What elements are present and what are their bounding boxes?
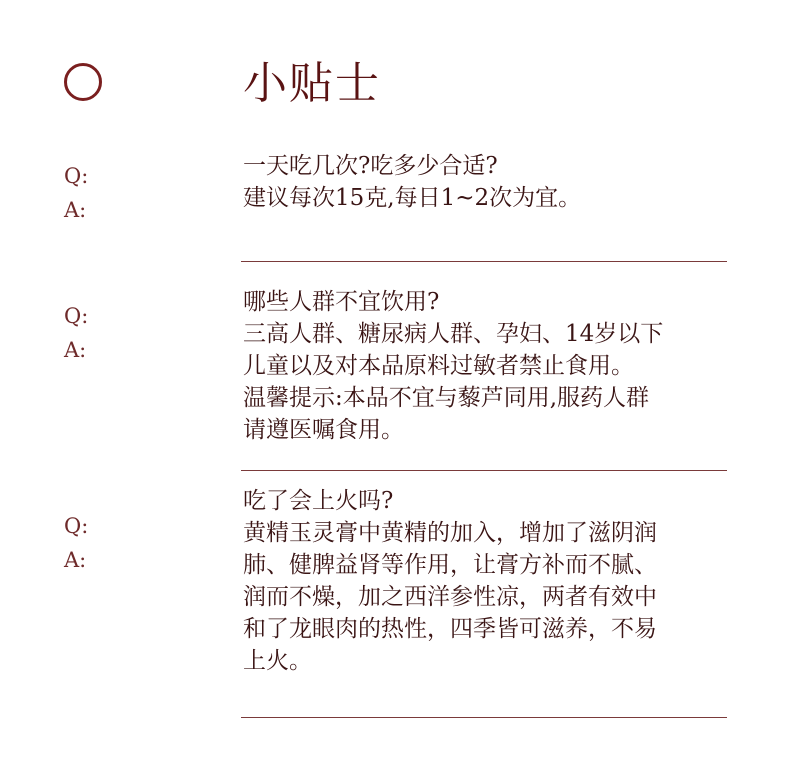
answer-line: 建议每次15克,每日1~2次为宜。 <box>243 185 582 211</box>
divider <box>241 261 727 262</box>
answer-line: 三高人群、糖尿病人群、孕妇、14岁以下 <box>243 321 664 347</box>
circle-icon <box>64 63 102 101</box>
answer-line: 肺、健脾益肾等作用，让膏方补而不腻、 <box>243 552 657 578</box>
answer-line: 黄精玉灵膏中黄精的加入，增加了滋阴润 <box>243 520 657 546</box>
answer-line: 温馨提示:本品不宜与藜芦同用,服药人群 <box>243 385 650 411</box>
divider <box>241 470 727 471</box>
answer-line: 上火。 <box>243 648 312 674</box>
qa-text-3 <box>243 485 733 677</box>
divider <box>241 717 727 718</box>
answer-line: 请遵医嘱食用。 <box>243 417 404 443</box>
question-text: 哪些人群不宜饮用? <box>243 289 440 315</box>
answer-line: 和了龙眼肉的热性，四季皆可滋养，不易 <box>243 616 657 642</box>
question-label: Q: <box>64 514 89 538</box>
question-label: Q: <box>64 164 89 188</box>
answer-line: 润而不燥，加之西洋参性凉，两者有效中 <box>243 584 657 610</box>
answer-line: 儿童以及对本品原料过敏者禁止食用。 <box>243 353 634 379</box>
page-title: 小贴士 <box>243 58 381 109</box>
question-text: 吃了会上火吗? <box>243 488 394 514</box>
qa-text-2 <box>243 286 733 446</box>
answer-label: A: <box>64 198 87 222</box>
qa-text-1 <box>243 150 733 214</box>
question-text: 一天吃几次?吃多少合适? <box>243 153 498 179</box>
answer-label: A: <box>64 338 87 362</box>
question-label: Q: <box>64 304 89 328</box>
answer-label: A: <box>64 548 87 572</box>
